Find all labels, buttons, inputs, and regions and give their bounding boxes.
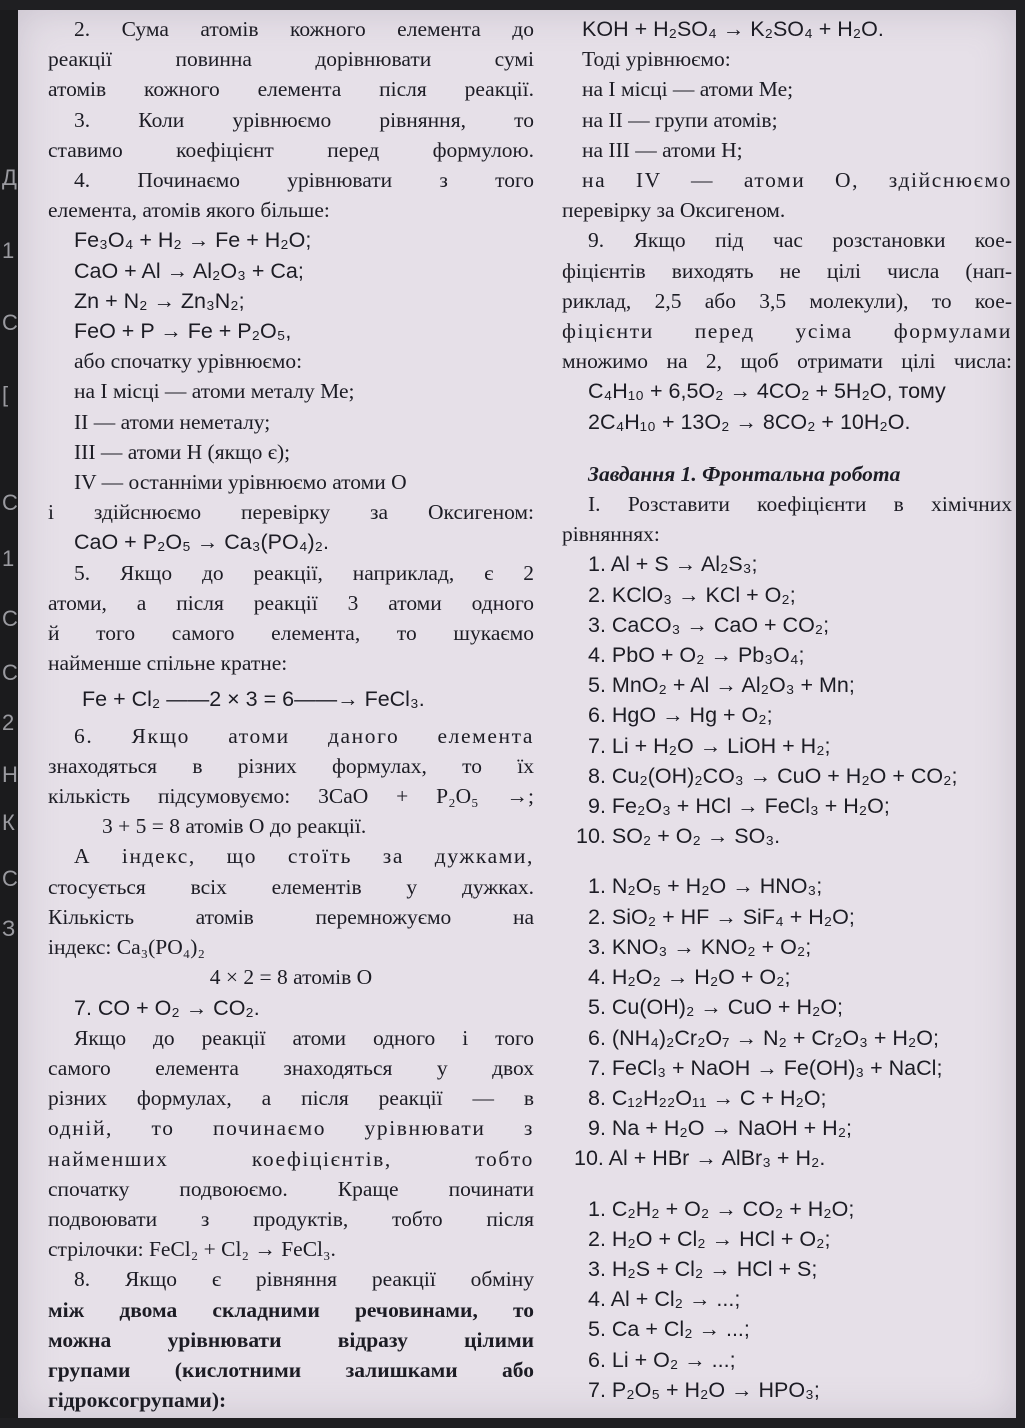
exercise-item: 6. HgO → Hg + O₂;	[588, 703, 773, 728]
rule-6-line: індекс: Ca₃(PO₄)₂	[48, 935, 205, 960]
exercise-item: 9. Na + H₂O → NaOH + H₂;	[588, 1116, 853, 1141]
rule-4-line: 4. Починаємо урівнювати з того	[74, 168, 534, 193]
rule-9-line: множимо на 2, щоб отримати цілі числа:	[562, 349, 1012, 374]
exercise-item: 8. Cu₂(OH)₂CO₃ → CuO + H₂O + CO₂;	[588, 763, 958, 788]
rule-6-line: Кількість атомів перемножуємо на	[48, 904, 534, 929]
exercise-item: 8. C₁₂H₂₂O₁₁ → C + H₂O;	[588, 1085, 827, 1110]
exercise-item: 7. P₂O₅ + H₂O → HPO₃;	[588, 1377, 820, 1402]
edge-letter: 2	[2, 710, 15, 735]
rule-7-line: одній, то починаємо урівнювати з	[48, 1116, 534, 1141]
rule-5-line: 5. Якщо до реакції, наприклад, є 2	[74, 560, 534, 585]
equation: CaO + P₂O₅ → Ca₃(PO₄)₂.	[74, 530, 329, 555]
rule-4-line: II — атоми неметалу;	[74, 409, 271, 434]
rule-4-line: і здійснюємо перевірку за Оксигеном:	[48, 500, 534, 525]
rule-6-line: знаходяться в різних формулах, то їх	[48, 753, 534, 778]
edge-letter: С	[2, 606, 18, 631]
equation: FeO + P → Fe + P₂O₅,	[74, 319, 292, 344]
rule-6-line: стосується всіх елементів у дужках.	[48, 874, 534, 899]
edge-letter: К	[2, 810, 15, 835]
edge-letter: Д	[2, 165, 17, 190]
task-intro: рівняннях:	[562, 522, 660, 547]
exercise-item: 9. Fe₂O₃ + HCl → FeCl₃ + H₂O;	[588, 794, 890, 819]
exercise-item: 4. H₂O₂ → H₂O + O₂;	[588, 965, 791, 990]
exercise-item: 4. Al + Cl₂ → ...;	[588, 1287, 741, 1312]
rule-7-line: Якщо до реакції атоми одного і того	[74, 1025, 534, 1050]
rule-5-line: найменше спільне кратне:	[48, 651, 288, 676]
task-intro: I. Розставити коефіцієнти в хімічних	[588, 492, 1012, 517]
edge-letter: 1	[2, 238, 15, 263]
rule-9-line: риклад, 2,5 або 3,5 молекули), то кое-	[562, 288, 1012, 313]
rule-6-line: 6. Якщо атоми даного елемента	[74, 723, 534, 748]
rule-8-line: між двома складними речовинами, то	[48, 1297, 534, 1322]
exercise-item: 2. SiO₂ + HF → SiF₄ + H₂O;	[588, 904, 855, 929]
rule-8-line: на IV — атоми О, здійснюємо	[582, 168, 1012, 193]
rule-8-line: на III — атоми Н;	[582, 137, 743, 162]
rule-8-line: 8. Якщо є рівняння реакції обміну	[74, 1267, 534, 1292]
equation: CaO + Al → Al₂O₃ + Ca;	[74, 258, 304, 283]
exercise-item: 3. CaCO₃ → CaO + CO₂;	[588, 612, 830, 637]
exercise-item: 1. N₂O₅ + H₂O → HNO₃;	[588, 874, 823, 899]
rule-9-line: фіцієнтів виходять не цілі числа (нап-	[562, 258, 1012, 283]
edge-letter: С	[2, 310, 18, 335]
group-spacer	[562, 851, 1012, 871]
exercise-item: 6. Li + O₂ → ...;	[588, 1347, 736, 1372]
edge-letter: Н	[2, 762, 18, 787]
rule-4-line: або спочатку урівнюємо:	[74, 349, 303, 374]
rule-3-line: 3. Коли урівнюємо рівняння, то	[74, 107, 534, 132]
rule-5-line: й того самого елемента, то шукаємо	[48, 621, 534, 646]
rule-8-line: перевірку за Оксигеном.	[562, 198, 786, 223]
rule-6-line: 4 × 2 = 8 атомів О	[209, 965, 373, 990]
rule-4-line: IV — останніми урівнюємо атоми О	[74, 470, 407, 495]
rule-7-line: різних формулах, а після реакції — в	[48, 1086, 534, 1111]
rule-6-line: кількість підсумовуємо: 3CaO + P₂O₅ →;	[48, 784, 534, 809]
exercise-item: 7. FeCl₃ + NaOH → Fe(OH)₃ + NaCl;	[588, 1055, 943, 1080]
rule-7-line: самого елемента знаходяться у двох	[48, 1055, 534, 1080]
equation: Zn + N₂ → Zn₃N₂;	[74, 288, 245, 313]
exercise-item: 4. PbO + O₂ → Pb₃O₄;	[588, 643, 805, 668]
rule-8-line: гідроксогрупами):	[48, 1388, 227, 1413]
rule-4-line: елемента, атомів якого більше:	[48, 198, 330, 223]
edge-letter: С	[2, 866, 18, 891]
rule-9-line: 9. Якщо під час розстановки кое-	[588, 228, 1012, 253]
group-spacer	[562, 1174, 1012, 1194]
exercise-item: 5. MnO₂ + Al → Al₂O₃ + Mn;	[588, 673, 855, 698]
exercise-item: 1. Al + S → Al₂S₃;	[588, 552, 758, 577]
equation-with-multiplier: Fe + Cl₂ ——2 × 3 = 6——→ FeCl₃.	[82, 687, 425, 712]
edge-letter: [	[2, 382, 9, 407]
rule-2-line: реакції повинна дорівнювати сумі	[48, 47, 534, 72]
left-column	[48, 14, 534, 1415]
edge-letter: 1	[2, 546, 15, 571]
left-edge-strip	[0, 10, 18, 1418]
exercise-item: 2. H₂O + Cl₂ → HCl + O₂;	[588, 1226, 831, 1251]
rule-5-line: атоми, а після реакції 3 атоми одного	[48, 590, 534, 615]
rule-8-line: на II — групи атомів;	[582, 107, 778, 132]
rule-7-line: подвоювати з продуктів, тобто після	[48, 1206, 534, 1231]
rule-8-line: на I місці — атоми Ме;	[582, 77, 794, 102]
rule-6-line: 3 + 5 = 8 атомів О до реакції.	[102, 814, 367, 839]
rule-4-line: III — атоми Н (якщо є);	[74, 439, 291, 464]
rule-7-line: стрілочки: FeCl₂ + Cl₂ → FeCl₃.	[48, 1237, 336, 1262]
rule-8-line: Тоді урівнюємо:	[582, 47, 731, 72]
exercise-item: 3. KNO₃ → KNO₂ + O₂;	[588, 934, 812, 959]
exercise-item: 10. Al + HBr → AlBr₃ + H₂.	[574, 1146, 826, 1171]
rule-8-line: групами (кислотними залишками або	[48, 1357, 534, 1382]
rule-7-line: найменших коефіцієнтів, тобто	[48, 1146, 534, 1171]
equation: 2C₄H₁₀ + 13O₂ → 8CO₂ + 10H₂O.	[588, 409, 911, 434]
equation: KOH + H₂SO₄ → K₂SO₄ + H₂O.	[582, 17, 884, 41]
rule-7-line: спочатку подвоюємо. Краще починати	[48, 1176, 534, 1201]
task-heading: Завдання 1. Фронтальна робота	[588, 461, 901, 486]
exercise-item: 3. H₂S + Cl₂ → HCl + S;	[588, 1256, 818, 1281]
rule-4-line: на I місці — атоми металу Ме;	[74, 379, 355, 404]
rule-8-line: можна урівнювати відразу цілими	[48, 1327, 534, 1352]
edge-letter: С	[2, 490, 18, 515]
equation: 7. CO + O₂ → CO₂.	[74, 995, 260, 1020]
exercise-item: 5. Ca + Cl₂ → ...;	[588, 1317, 750, 1342]
rule-9-line: фіцієнти перед усіма формулами	[562, 319, 1012, 344]
exercise-item: 6. (NH₄)₂Cr₂O₇ → N₂ + Cr₂O₃ + H₂O;	[588, 1025, 939, 1050]
equation: Fe₃O₄ + H₂ → Fe + H₂O;	[74, 228, 312, 253]
exercise-item: 10. SO₂ + O₂ → SO₃.	[576, 824, 781, 849]
rule-2-line: атомів кожного елемента після реакції.	[48, 77, 534, 102]
exercise-item: 2. KClO₃ → KCl + O₂;	[588, 582, 796, 607]
right-column	[562, 14, 1012, 1405]
rule-2-line: 2. Сума атомів кожного елемента до	[74, 17, 534, 41]
exercise-item: 7. Li + H₂O → LiOH + H₂;	[588, 733, 831, 758]
exercise-item: 5. Cu(OH)₂ → CuO + H₂O;	[588, 995, 844, 1020]
exercise-item: 1. C₂H₂ + O₂ → CO₂ + H₂O;	[588, 1196, 855, 1221]
edge-letter: З	[2, 916, 16, 941]
rule-6-line: А індекс, що стоїть за дужками,	[74, 844, 534, 869]
equation: C₄H₁₀ + 6,5O₂ → 4CO₂ + 5H₂O, тому	[588, 379, 946, 404]
edge-letter: С	[2, 660, 18, 685]
rule-3-line: ставимо коефіцієнт перед формулою.	[48, 137, 534, 162]
